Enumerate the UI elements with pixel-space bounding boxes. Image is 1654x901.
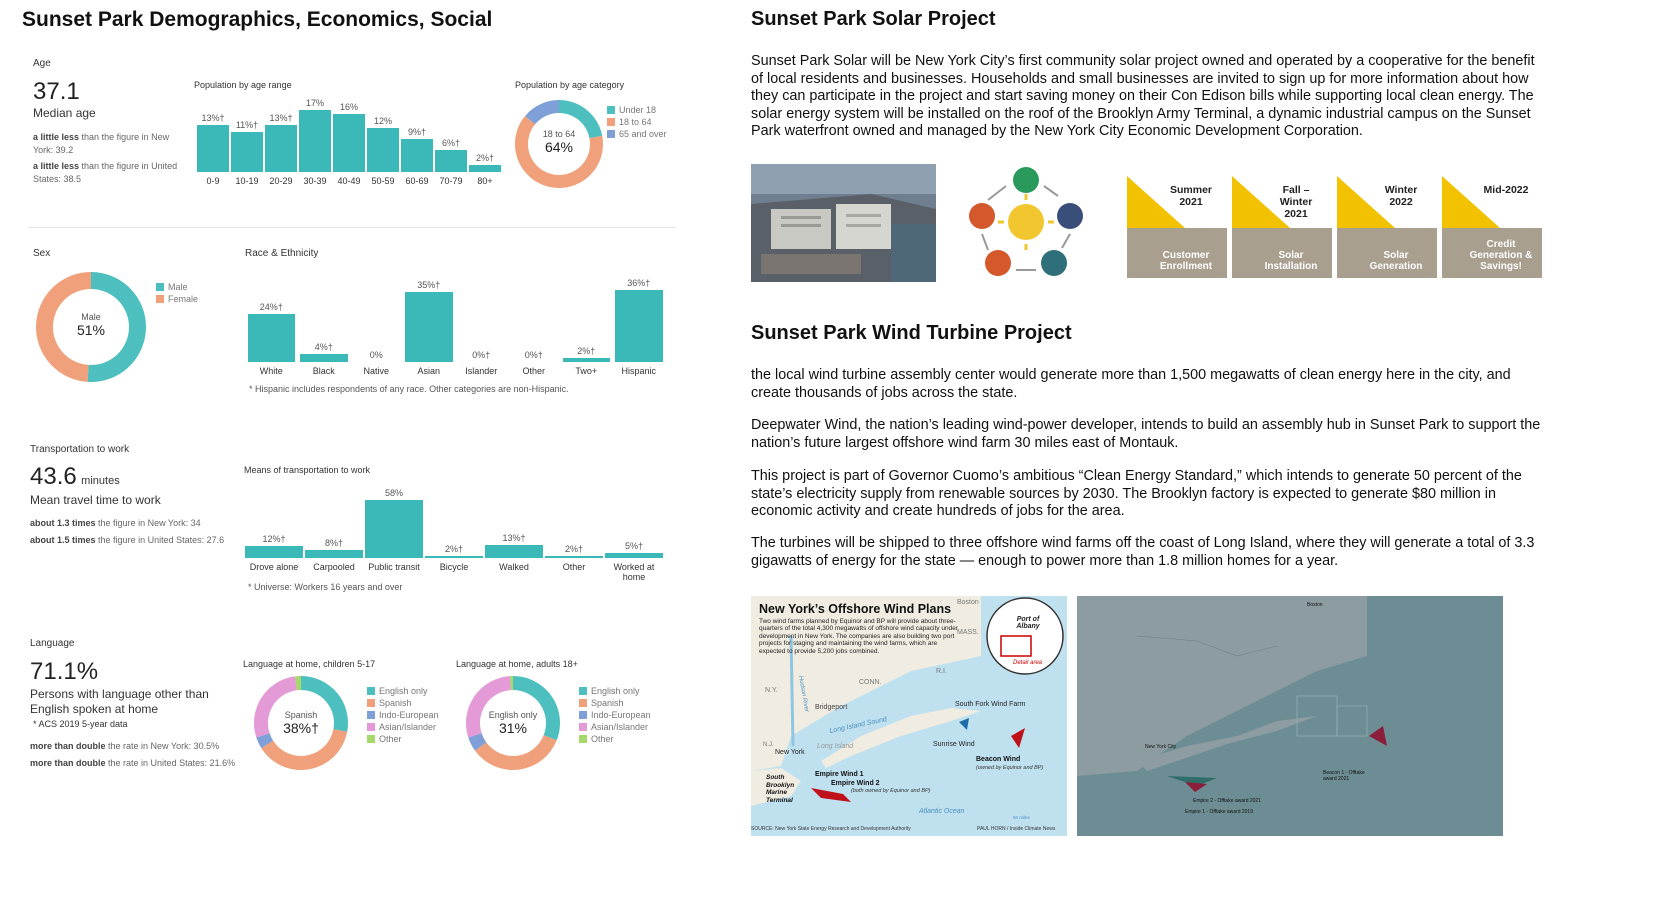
- bar-value-label: 16%: [339, 101, 358, 112]
- map1-boston: Boston: [957, 599, 979, 606]
- age-range-chart-title: Population by age range: [194, 80, 292, 90]
- children-language-legend: English only Spanish Indo-European Asian/Islander Other: [367, 685, 439, 745]
- bar-category-label: Black: [312, 366, 335, 376]
- travel-compare-ny: about 1.3 times the figure in New York: 34: [30, 518, 201, 528]
- bar-value-label: 36%†: [627, 278, 651, 288]
- age-range-chart: [196, 96, 502, 188]
- bar-carpooled: [305, 550, 363, 558]
- bar-worked-at-home: [605, 553, 663, 558]
- map2-empire1: Empire 1 - Offtake award 2019: [1185, 809, 1253, 815]
- solar-paragraph: Sunset Park Solar will be New York City’s first community solar project owned and operated by a cooperative for the benefit of local residents and businesses. Households and small businesses are invited to sign up for more information about how they can participate in the project and start saving money on their Con Edison bills while supporting local clean energy. The solar energy system will be installed on the roof of the Brooklyn Army Terminal, a dynamic industrial campus on the Sunset Park waterfront owned and managed by the New York City Economic Development Corporation.: [751, 53, 1535, 139]
- bar-value-label: 11%†: [235, 119, 259, 130]
- bar-category-label: 40-49: [337, 176, 361, 186]
- age-compare-ny: a little less than the figure in New York: 39.2: [33, 132, 170, 155]
- bar-value-label: 0%†: [524, 350, 543, 360]
- age-category-legend: Under 18 18 to 64 65 and over: [607, 104, 667, 140]
- bar-category-label: 50-59: [371, 176, 395, 186]
- language-label: Persons with language other than English spoken at home: [30, 687, 209, 716]
- bar-value-label: 0%†: [472, 350, 491, 360]
- bar-category-label: Carpooled: [313, 562, 355, 572]
- age-category-chart-title: Population by age category: [515, 80, 625, 90]
- bar-white: [248, 314, 296, 362]
- bar-category-label: Two+: [575, 366, 598, 376]
- map1-lis: Long Island Sound: [828, 716, 888, 735]
- bar-value-label: 8%†: [324, 538, 343, 548]
- bar-category-label: Hispanic: [621, 366, 656, 376]
- lease-area-map: [1077, 596, 1503, 836]
- median-age-value: 37.1: [33, 78, 80, 105]
- age-heading: Age: [33, 58, 51, 69]
- slice-spanish: [475, 735, 557, 770]
- adults-language-legend: English only Spanish Indo-European Asian/Islander Other: [579, 685, 651, 745]
- bar-two-: [563, 358, 611, 362]
- bar-category-label: 70-79: [439, 176, 463, 186]
- language-compare-us: more than double the rate in United States: 21.6%: [30, 758, 236, 768]
- children-language-title: Language at home, children 5-17: [243, 659, 376, 669]
- map1-nys: N.Y.: [765, 687, 778, 694]
- map2-nyc: New York City: [1145, 744, 1177, 750]
- language-heading: Language: [30, 638, 75, 649]
- wind-paragraph-3: This project is part of Governor Cuomo’s ambitious “Clean Energy Standard,” which intends to generate 50 percent of the state’s electricity supply from renewable sources by 2030. The Brooklyn factory is expected to generate $80 million in economic activity and create hundreds of jobs for the area.: [751, 468, 1522, 519]
- bar-30-39: [299, 110, 331, 172]
- bar-public-transit: [365, 500, 423, 558]
- phase-3: Winter 2022 Solar Generation: [1337, 176, 1437, 278]
- bar-category-label: Bicycle: [439, 562, 469, 572]
- map1-sfw: South Fork Wind Farm: [955, 701, 1026, 708]
- bar-60-69: [401, 139, 433, 172]
- map1-ri: R.I.: [936, 668, 947, 675]
- bar-value-label: 13%†: [502, 533, 526, 543]
- bar-category-label: Worked at home: [613, 562, 655, 582]
- bar-70-79: [435, 150, 467, 172]
- bar-category-label: 60-69: [405, 176, 429, 186]
- transport-note: * Universe: Workers 16 years and over: [248, 582, 403, 592]
- transport-chart: [244, 486, 664, 584]
- bar-value-label: 12%: [373, 116, 392, 127]
- map1-beacon-sub: (owned by Equinor and BP): [976, 765, 1044, 771]
- map1-li: Long Island: [817, 743, 854, 750]
- wind-paragraph-1: the local wind turbine assembly center would generate more than 1,500 megawatts of clean energy here in the city, and create thousands of jobs across the state.: [751, 367, 1511, 401]
- bar-category-label: Native: [363, 366, 389, 376]
- bar-category-label: 80+: [477, 176, 493, 186]
- map1-title: New York’s Offshore Wind Plans: [759, 602, 952, 616]
- bar-value-label: 2%†: [475, 152, 494, 163]
- wind-title: Sunset Park Wind Turbine Project: [751, 322, 1072, 344]
- map1-scale: 50 miles: [1013, 815, 1030, 820]
- map1-source: SOURCE: New York State Energy Research and Development Authority: [751, 826, 911, 832]
- bar-10-19: [231, 132, 263, 172]
- bar-other: [545, 556, 603, 558]
- bar-category-label: 20-29: [269, 176, 293, 186]
- bar-category-label: Drove alone: [249, 562, 299, 572]
- bar-value-label: 2%†: [577, 346, 596, 356]
- map1-beacon: Beacon Wind: [976, 756, 1021, 763]
- race-note: * Hispanic includes respondents of any race. Other categories are non-Hispanic.: [249, 384, 569, 394]
- median-age-label: Median age: [33, 106, 96, 120]
- map2-boston: Boston: [1307, 602, 1323, 608]
- bar-0-9: [197, 125, 229, 172]
- bar-80-: [469, 165, 501, 172]
- age-category-center: 18 to 64 64%: [542, 129, 576, 155]
- map1-empire2: Empire Wind 2: [831, 780, 880, 787]
- map2-empire2: Empire 2 - Offtake award 2021: [1193, 798, 1261, 804]
- map1-desc: Two wind farms planned by Equinor and BP will provide about three-quarters of the total 4,300 megawatts of offshore wind capacity under development in New York. The companies are also building two port projects for staging and maintaining the wind farms, which are expected to provide 5,200 jobs combined.: [759, 618, 958, 655]
- bar-black: [300, 354, 348, 362]
- children-language-center: Spanish 38%†: [283, 710, 319, 736]
- map1-ny: New York: [775, 749, 805, 756]
- phase-4: Mid-2022 Credit Generation & Savings!: [1442, 176, 1542, 278]
- aerial-photo: [751, 164, 936, 282]
- map1-hudson: Hudson River: [797, 675, 810, 713]
- bar-category-label: Walked: [499, 562, 529, 572]
- bar-category-label: 30-39: [303, 176, 327, 186]
- sex-legend: Male Female: [156, 281, 198, 305]
- transport-heading: Transportation to work: [30, 444, 130, 455]
- sex-center: Male 51%: [76, 312, 106, 338]
- map1-detail: Detail area: [1013, 660, 1043, 666]
- adults-language-center: English only 31%: [488, 710, 538, 736]
- map1-mass: MASS.: [957, 629, 979, 636]
- bar-value-label: 0%: [369, 350, 383, 360]
- bar-bicycle: [425, 556, 483, 558]
- bar-value-label: 2%†: [564, 544, 583, 554]
- bar-value-label: 24%†: [259, 302, 283, 312]
- bar-value-label: 5%†: [624, 541, 643, 551]
- travel-time-value: 43.6 minutes: [30, 463, 120, 490]
- bar-walked: [485, 545, 543, 558]
- bar-value-label: 35%†: [417, 280, 441, 290]
- bar-value-label: 6%†: [441, 138, 460, 149]
- language-source: * ACS 2019 5-year data: [33, 719, 128, 729]
- language-compare-ny: more than double the rate in New York: 30.5%: [30, 741, 220, 751]
- bar-category-label: Islander: [465, 366, 498, 376]
- sex-heading: Sex: [33, 248, 51, 259]
- transport-chart-title: Means of transportation to work: [244, 465, 371, 475]
- offshore-wind-map: [751, 596, 1067, 836]
- bar-20-29: [265, 125, 297, 172]
- bar-40-49: [333, 114, 365, 172]
- map1-empire-sub: (both owned by Equinor and BP): [851, 788, 931, 794]
- language-value: 71.1%: [30, 658, 99, 685]
- map1-conn: CONN.: [859, 679, 882, 686]
- bar-value-label: 9%†: [407, 127, 426, 138]
- phase-1: Summer 2021 Customer Enrollment: [1127, 176, 1227, 278]
- bar-category-label: Public transit: [368, 562, 420, 572]
- phase-2: Fall – Winter 2021 Solar Installation: [1232, 176, 1332, 278]
- map1-port: Port of Albany: [1016, 616, 1040, 630]
- map1-bridgeport: Bridgeport: [815, 704, 848, 711]
- map2-beacon: Beacon 1 - Offtake award 2021: [1323, 770, 1365, 782]
- bar-value-label: 58%: [384, 488, 403, 498]
- wind-paragraph-2: Deepwater Wind, the nation’s leading wind-power developer, intends to build an assembly hub in Sunset Park to support the nation’s future largest offshore wind farm 30 miles east of Montauk.: [751, 417, 1541, 451]
- adults-language-title: Language at home, adults 18+: [456, 659, 578, 669]
- bar-drove-alone: [245, 546, 303, 558]
- bar-category-label: Other: [562, 562, 586, 572]
- bar-category-label: 10-19: [235, 176, 259, 186]
- solar-title: Sunset Park Solar Project: [751, 8, 996, 30]
- travel-compare-us: about 1.5 times the figure in United States: 27.6: [30, 535, 225, 545]
- race-chart-title: Race & Ethnicity: [245, 248, 319, 259]
- section-divider: [28, 227, 676, 228]
- bar-category-label: Asian: [417, 366, 440, 376]
- map1-empire1: Empire Wind 1: [815, 771, 864, 778]
- demographics-title: Sunset Park Demographics, Economics, Social: [22, 8, 493, 31]
- travel-time-label: Mean travel time to work: [30, 493, 161, 507]
- map1-nj: N.J.: [763, 742, 774, 748]
- map1-ocean: Atlantic Ocean: [919, 808, 965, 815]
- map1-sunrise: Sunrise Wind: [933, 741, 975, 748]
- race-chart: [245, 276, 665, 378]
- bar-value-label: 12%†: [262, 534, 286, 544]
- wind-paragraph-4: The turbines will be shipped to three offshore wind farms off the coast of Long Island, where they will generate a total of 3.3 gigawatts of energy for the state — enough to power more than 1.8 million homes for a year.: [751, 535, 1535, 569]
- bar-category-label: 0-9: [206, 176, 220, 186]
- bar-value-label: 13%†: [269, 112, 293, 123]
- solar-cycle-icon: [966, 166, 1086, 278]
- bar-hispanic: [615, 290, 663, 362]
- bar-value-label: 2%†: [444, 544, 463, 554]
- map1-credit: PAUL HORN / Inside Climate News: [977, 826, 1056, 832]
- bar-50-59: [367, 128, 399, 172]
- bar-asian: [405, 292, 453, 362]
- bar-value-label: 4%†: [314, 342, 333, 352]
- bar-category-label: Other: [522, 366, 545, 376]
- age-compare-us: a little less than the figure in United States: 38.5: [33, 161, 178, 184]
- map1-sbmt: South Brooklyn Marine Terminal: [766, 774, 795, 804]
- bar-value-label: 17%: [305, 98, 324, 108]
- bar-value-label: 13%†: [201, 112, 225, 123]
- bar-category-label: White: [259, 366, 283, 376]
